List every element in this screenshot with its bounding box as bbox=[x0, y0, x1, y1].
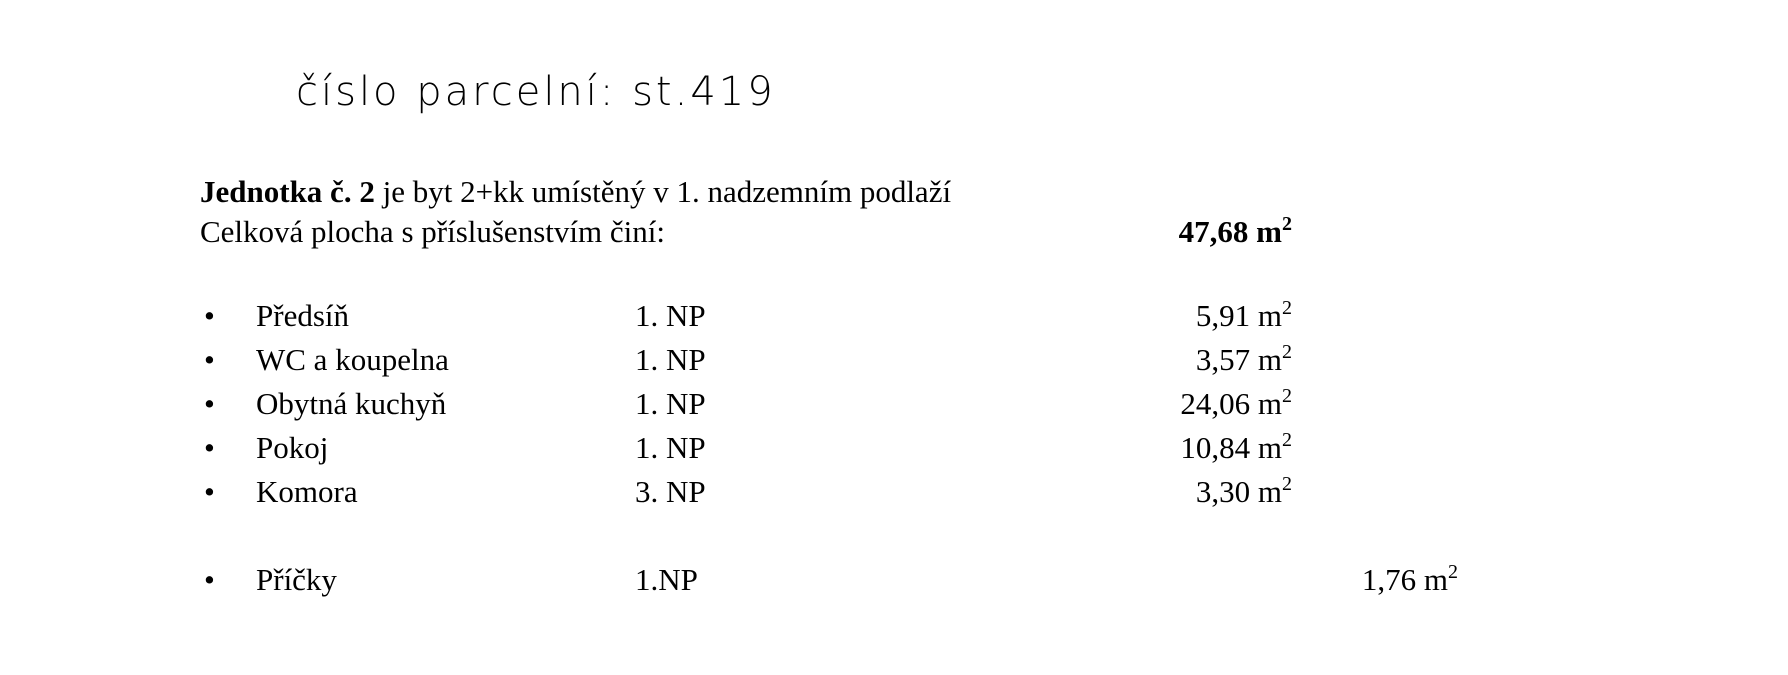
room-floor: 3. NP bbox=[635, 474, 706, 509]
partitions-area-number: 1,76 m bbox=[1361, 562, 1448, 597]
room-name: Komora bbox=[256, 474, 358, 509]
bullet-icon: • bbox=[204, 342, 215, 377]
room-area bbox=[960, 296, 1292, 336]
partitions-row bbox=[200, 560, 1458, 604]
room-area-number: 3,30 m bbox=[1195, 474, 1282, 509]
room-area bbox=[960, 340, 1292, 380]
partitions-floor: 1.NP bbox=[635, 562, 698, 597]
total-area-line bbox=[200, 212, 1292, 252]
unit-document bbox=[200, 172, 1458, 604]
room-floor: 1. NP bbox=[635, 386, 706, 421]
total-area-number: 47,68 m bbox=[1178, 214, 1282, 249]
bullet-icon: • bbox=[204, 430, 215, 465]
room-floor: 1. NP bbox=[635, 342, 706, 377]
room-area-exponent: 2 bbox=[1282, 341, 1292, 363]
room-area-exponent: 2 bbox=[1282, 473, 1292, 495]
partitions-area bbox=[1200, 560, 1458, 600]
room-name: WC a koupelna bbox=[256, 342, 449, 377]
room-floor: 1. NP bbox=[635, 430, 706, 465]
total-area-value bbox=[960, 212, 1292, 252]
room-area-number: 5,91 m bbox=[1195, 298, 1282, 333]
bullet-icon: • bbox=[204, 386, 215, 421]
unit-label: Jednotka č. 2 bbox=[200, 174, 375, 209]
room-row bbox=[200, 340, 1292, 384]
room-area bbox=[960, 384, 1292, 424]
room-area-number: 24,06 m bbox=[1180, 386, 1282, 421]
room-area-number: 10,84 m bbox=[1180, 430, 1282, 465]
room-area bbox=[960, 472, 1292, 512]
bullet-icon: • bbox=[204, 298, 215, 333]
total-area-label: Celková plocha s příslušenstvím činí: bbox=[200, 214, 665, 249]
room-area-exponent: 2 bbox=[1282, 297, 1292, 319]
partitions-area-exponent: 2 bbox=[1448, 561, 1458, 583]
room-row bbox=[200, 428, 1292, 472]
room-area bbox=[960, 428, 1292, 468]
room-area-exponent: 2 bbox=[1282, 385, 1292, 407]
room-row bbox=[200, 296, 1292, 340]
unit-description: je byt 2+kk umístěný v 1. nadzemním podlaží bbox=[374, 174, 952, 209]
total-area-exponent: 2 bbox=[1282, 213, 1292, 235]
room-name: Pokoj bbox=[256, 430, 329, 465]
room-name: Předsíň bbox=[256, 298, 349, 333]
unit-heading bbox=[200, 172, 951, 212]
room-floor: 1. NP bbox=[635, 298, 706, 333]
room-area-number: 3,57 m bbox=[1195, 342, 1282, 377]
room-row bbox=[200, 472, 1292, 516]
room-area-exponent: 2 bbox=[1282, 429, 1292, 451]
partitions-name: Příčky bbox=[256, 562, 337, 597]
room-row bbox=[200, 384, 1292, 428]
parcel-number: číslo parcelní: st.419 bbox=[296, 69, 776, 115]
bullet-icon: • bbox=[204, 562, 215, 597]
room-name: Obytná kuchyň bbox=[256, 386, 447, 421]
bullet-icon: • bbox=[204, 474, 215, 509]
